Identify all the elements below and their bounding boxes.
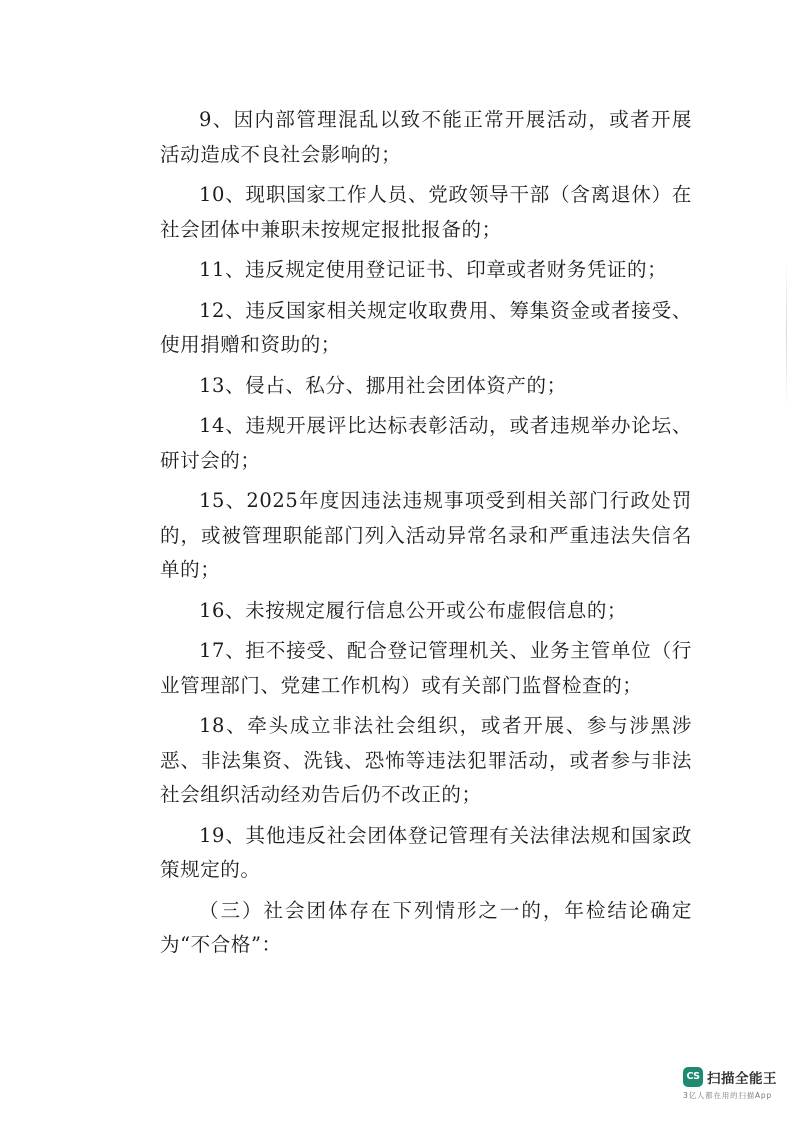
paragraph-item-9: 9、因内部管理混乱以致不能正常开展活动，或者开展活动造成不良社会影响的； (160, 108, 692, 166)
paragraph-item-11: 11、违反规定使用登记证书、印章或者财务凭证的； (199, 258, 668, 281)
section-heading-three: （三）社会团体存在下列情形之一的，年检结论确定为“不合格”： (160, 898, 692, 956)
paragraph-item-19: 19、其他违反社会团体登记管理有关法律法规和国家政策规定的。 (160, 823, 692, 881)
paragraph-item-15: 15、2025年度因违法违规事项受到相关部门行政处罚的，或被管理职能部门列入活动异常名录和严重违法失信名单的； (160, 489, 692, 581)
document-body (160, 103, 692, 969)
watermark-brand-row (683, 1067, 783, 1087)
camscanner-logo-icon: CS (683, 1067, 703, 1087)
paragraph-item-13: 13、侵占、私分、挪用社会团体资产的； (199, 373, 567, 397)
paragraph-item-17: 17、拒不接受、配合登记管理机关、业务主管单位（行业管理部门、党建工作机构）或有关部门监督检查的； (160, 639, 692, 697)
paragraph-item-12: 12、违反国家相关规定收取费用、筹集资金或者接受、使用捐赠和资助的； (160, 298, 692, 356)
paragraph-item-14: 14、违规开展评比达标表彰活动，或者违规举办论坛、研讨会的； (160, 414, 692, 472)
watermark-app-name: 扫描全能王 (707, 1071, 777, 1087)
scan-edge-shadow (786, 260, 787, 410)
paragraph-item-18: 18、牵头成立非法社会组织，或者开展、参与涉黑涉恶、非法集资、洗钱、恐怖等违法犯罪活动，或者参与非法社会组织活动经劝告后仍不改正的； (160, 714, 692, 806)
paragraph-item-16: 16、未按规定履行信息公开或公布虚假信息的； (199, 598, 628, 622)
paragraph-item-10: 10、现职国家工作人员、党政领导干部（含离退休）在社会团体中兼职未按规定报批报备的； (160, 183, 692, 241)
watermark-tagline: 3亿人都在用的扫描App (683, 1091, 773, 1100)
scanner-watermark (683, 1067, 783, 1107)
